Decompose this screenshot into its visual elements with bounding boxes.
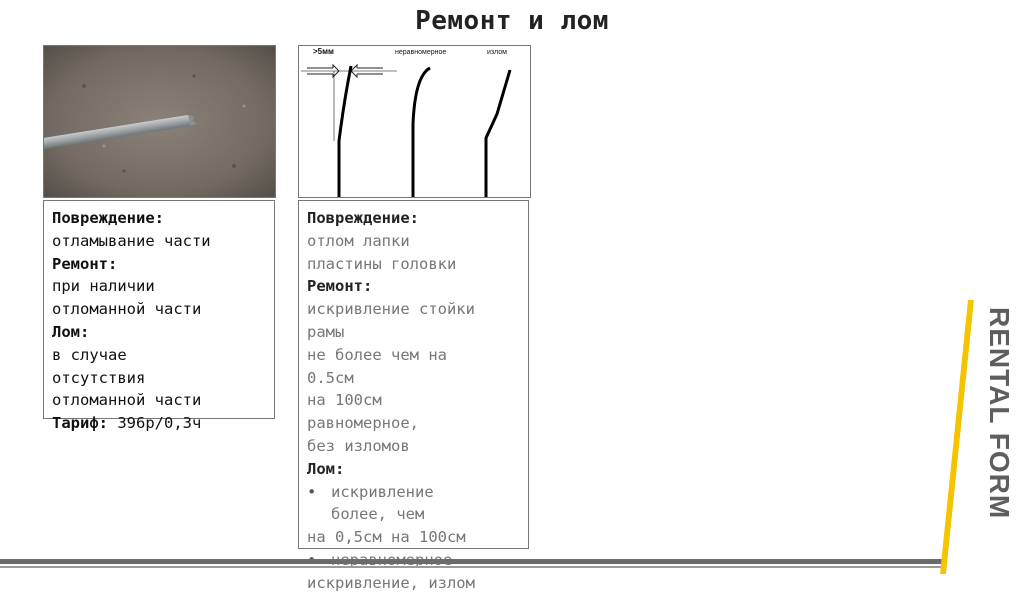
repair-text: на 100см <box>307 391 382 410</box>
page-title: Ремонт и лом <box>415 6 609 36</box>
label-break: излом <box>487 49 507 56</box>
repair-text: рамы <box>307 322 345 341</box>
bullet-dot-icon: • <box>307 482 317 501</box>
scrap-bullet <box>307 481 520 504</box>
scrap-text: отломанной части <box>52 391 202 410</box>
footer-bar <box>0 559 1024 564</box>
repair-text: без изломов <box>307 436 410 455</box>
tariff-label: Тариф: <box>52 414 108 433</box>
scrap-text: в случае <box>52 345 127 364</box>
repair-text: не более чем на <box>307 345 447 364</box>
info-card-right <box>298 200 529 592</box>
repair-label: Ремонт: <box>52 254 118 273</box>
scrap-bullet-text: искривление <box>331 482 434 501</box>
tariff <box>52 412 266 435</box>
repair-text: равномерное, <box>307 414 419 433</box>
scrap-text: искривление, излом <box>307 573 475 592</box>
scrap-text: на 0,5см на 100см <box>307 528 466 547</box>
tariff-value: 396р/0,3ч <box>108 414 202 433</box>
damage-text: отлом лапки <box>307 231 410 250</box>
deformation-diagram <box>298 45 531 198</box>
damage-text: отламывание части <box>52 231 211 250</box>
damage-label: Повреждение: <box>52 209 164 227</box>
repair-text: при наличии <box>52 277 155 296</box>
repair-label: Ремонт: <box>307 277 373 296</box>
scrap-label: Лом: <box>307 459 345 478</box>
footer-bar-thin <box>0 566 1024 568</box>
label-uneven: неравномерное <box>395 49 447 56</box>
scrap-label: Лом: <box>52 322 90 341</box>
scrap-bullet-text: более, чем <box>331 505 425 524</box>
damage-label: Повреждение: <box>307 209 419 227</box>
info-card-left <box>43 200 275 433</box>
repair-text: искривление стойки <box>307 300 475 319</box>
brand-logo: RENTAL FORM <box>984 307 1015 520</box>
damage-photo <box>43 45 276 198</box>
damage-text: пластины головки <box>307 254 457 273</box>
repair-text: отломанной части <box>52 300 202 319</box>
repair-text: 0.5см <box>307 368 354 387</box>
scrap-text: отсутствия <box>52 368 146 387</box>
label-gap: >5мм <box>313 47 334 56</box>
